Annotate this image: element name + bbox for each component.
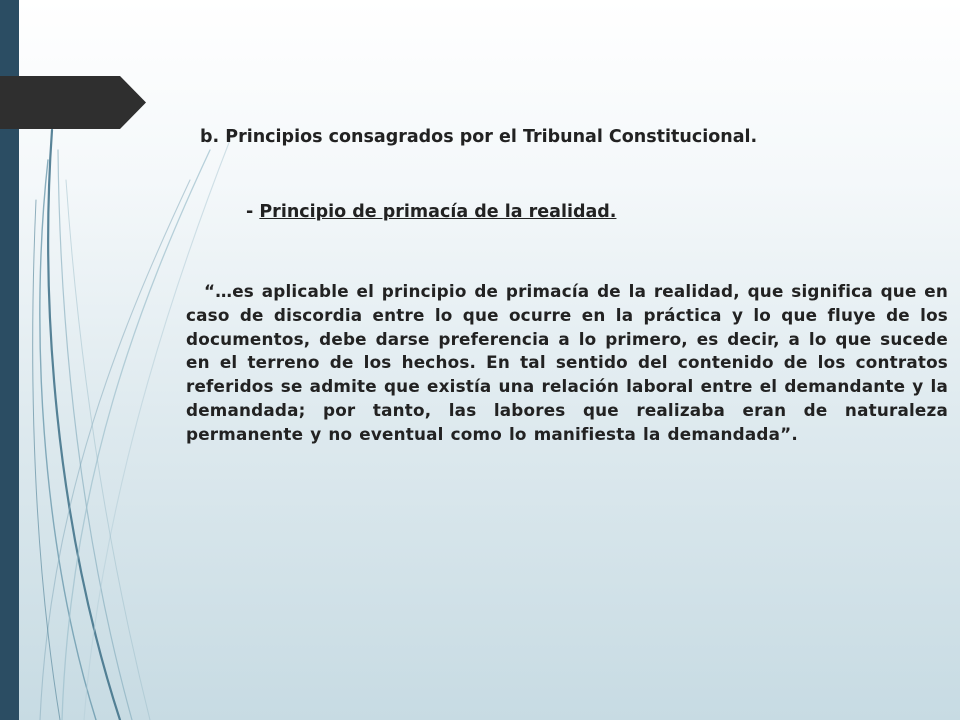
- subheading-title: Principio de primacía de la realidad.: [259, 202, 617, 222]
- slide-subheading: [246, 202, 616, 222]
- quote-paragraph: “…es aplicable el principio de primacía de la realidad, que significa que en caso de discordia entre lo que ocurre en la práctica y lo que fluye de los documentos, debe darse preferencia a lo primero, es decir, a lo que sucede en el terreno de los hechos. En tal sentido del contenido de los contratos referidos se admite que existía una relación laboral entre el demandante y la demandada; por tanto, las labores que realizaba eran de naturaleza permanente y no eventual como lo manifiesta la demandada”.: [186, 281, 948, 444]
- title-tab-shape: [0, 76, 146, 129]
- subheading-dash: -: [246, 202, 260, 222]
- slide-heading: b. Principios consagrados por el Tribunal Constitucional.: [200, 127, 758, 147]
